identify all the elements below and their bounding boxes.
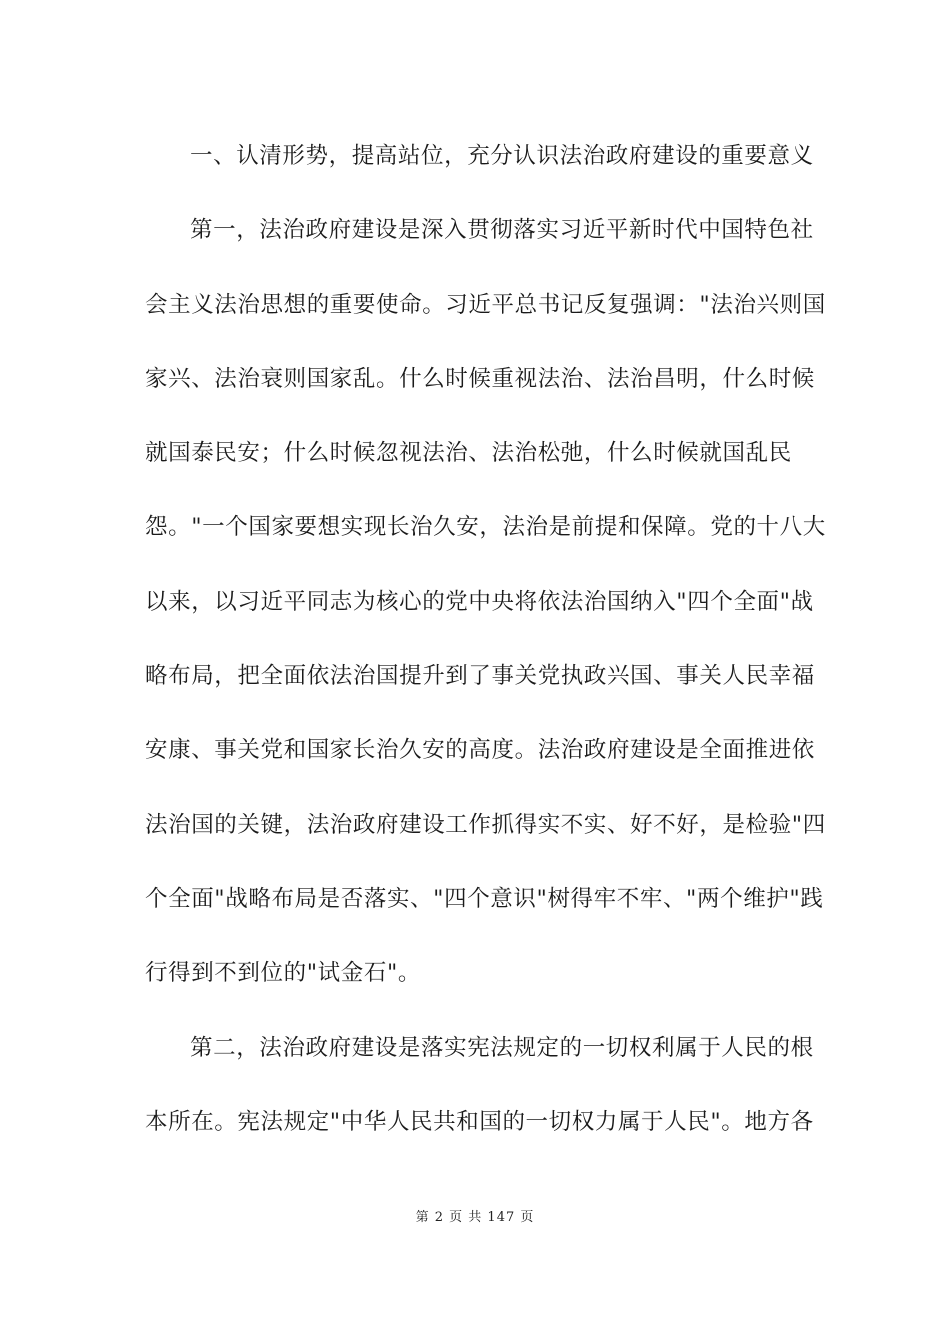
paragraph-line: 法治国的关键，法治政府建设工作抓得实不实、好不好，是检验"四 [145, 811, 826, 838]
paragraph-line: 就国泰民安；什么时候忽视法治、法治松弛，什么时候就国乱民 [145, 440, 792, 467]
paragraph-line: 会主义法治思想的重要使命。习近平总书记反复强调："法治兴则国 [145, 291, 826, 318]
document-body [145, 134, 826, 1174]
paragraph-line: 行得到不到位的"试金石"。 [145, 960, 421, 987]
paragraph-line: 以来，以习近平同志为核心的党中央将依法治国纳入"四个全面"战 [145, 588, 814, 615]
section-heading: 一、认清形势，提高站位，充分认识法治政府建设的重要意义 [190, 143, 814, 169]
page-number-footer: 第 2 页 共 147 页 [415, 1210, 535, 1225]
paragraph-line: 安康、事关党和国家长治久安的高度。法治政府建设是全面推进依 [145, 737, 815, 764]
paragraph-line: 略布局，把全面依法治国提升到了事关党执政兴国、事关人民幸福 [145, 663, 815, 690]
paragraph-line: 家兴、法治衰则国家乱。什么时候重视法治、法治昌明，什么时候 [145, 365, 815, 392]
paragraph-line: 第一，法治政府建设是深入贯彻落实习近平新时代中国特色社 [190, 217, 814, 244]
paragraph-line: 个全面"战略布局是否落实、"四个意识"树得牢不牢、"两个维护"践 [145, 885, 824, 912]
paragraph-line: 怨。"一个国家要想实现长治久安，法治是前提和保障。党的十八大 [145, 514, 826, 541]
paragraph-line: 本所在。宪法规定"中华人民共和国的一切权力属于人民"。地方各 [145, 1108, 814, 1135]
paragraph-line: 第二，法治政府建设是落实宪法规定的一切权利属于人民的根 [190, 1034, 814, 1061]
